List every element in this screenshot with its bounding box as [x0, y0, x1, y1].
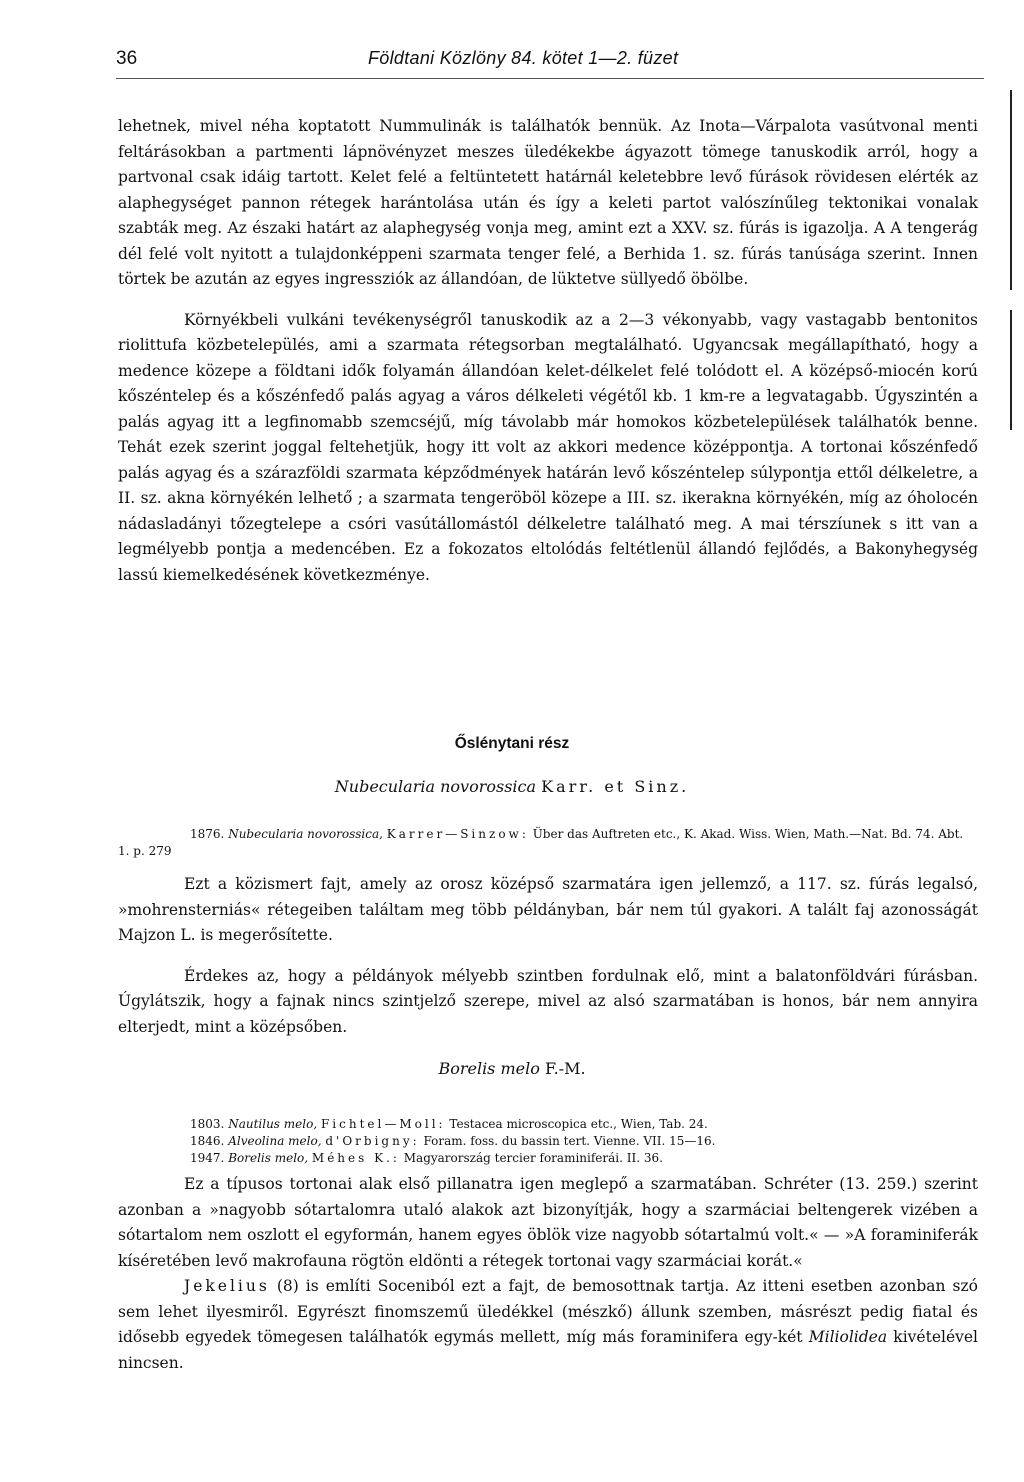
ref-source: Testacea microscopica etc., Wien, Tab. 24.	[449, 1117, 708, 1131]
paragraph-text: (8) is említi Soceniból ezt a fajt, de bemosottnak tartja. Az itteni esetben azonban szó sem lehet ilyesmiről. Egyrészt finomszemű üledékkel (mészkő) állunk szemben, másrészt pedig fiatal és idősebb egyedek tömegesen találhatók egymás mellett, míg más foraminifera egy-két	[118, 1277, 978, 1346]
ref-taxon: Nubecularia novorossica,	[228, 827, 383, 841]
ref-year: 1846.	[190, 1134, 225, 1148]
paragraph-volcanic: Környékbeli vulkáni tevékenységről tanuskodik az a 2—3 vékonyabb, vagy vastagabb bentonitos riolittufa közbetelepülés, ami a szarmata rétegsorban megtalálható. Ugyancsak megállapítható, hogy a medence közepe a földtani idők folyamán állandóan kelet-délkelet felé tolódott el. A középső-miocén korú kőszéntelep és a kőszénfedő palás agyag a város délkeleti végétől kb. 1 km-re a legvatagabb. Úgyszintén a palás agyag itt a legfinomabb szemcséjű, míg távolabb már homokos közbetelepülések találhatók benne. Tehát ezek szerint joggal feltehetjük, hogy itt volt az akkori medence középpontja. A tortonai kőszénfedő palás agyag és a szárazföldi szarmata képződmények határán levő kőszéntelep súlypontja ettől délkeletre, a II. sz. akna környékén lelhető ; a szarmata tengeröböl közepe a III. sz. ikerakna környékén, míg az óholocén nádasladányi tőzegtelepe a csóri vasútállomástól délkeletre található meg. A mai térszíunek s itt van a legmélyebb pontja a medencében. Ez a fokozatos eltolódás feltétlenül állandó fejlődés, a Bakonyhegység lassú kiemelkedésének következménye.	[118, 310, 978, 584]
paragraph-levels: Érdekes az, hogy a példányok mélyebb szintben fordulnak elő, mint a balatonföldvári fúrásban. Úgylátszik, hogy a fajnak nincs szintjelző szerepe, mivel az alsó szarmatában is honos, bár nem annyira elterjedt, mint a középsőben.	[118, 966, 978, 1036]
ref-source: Foram. foss. du bassin tert. Vienne. VII. 15—16.	[423, 1134, 716, 1148]
body-text-bottom	[118, 1172, 978, 1376]
species-title-nubecularia	[0, 777, 1024, 796]
paragraph-intro: lehetnek, mivel néha koptatott Nummulinák is találhatók bennük. Az Inota—Várpalota vasútvonal menti feltárásokban a partmenti lápnövényzet meszes üledékekbe ágyazott tömege tanuskodik arról, hogy a partvonal csak idáig tartott. Kelet felé a feltüntetett határnál keletebbre levő fúrások rövidesen elérték az alaphegységet pannon rétegek harántolása után és így a keleti partot valószínűleg tektonikai vonalak szabták meg. Az északi határt az alaphegység vonja meg, amint ezt a XXV. sz. fúrás is igazolja. A A tengerág dél felé volt nyitott a tulajdonképpeni szarmata tenger felé, a Berhida 1. sz. fúrás tanúsága szerint. Innen törtek be azután az egyes ingressziók az állandóan, de lüktetve süllyedő öbölbe.	[118, 117, 978, 288]
section-heading: Őslénytani rész	[454, 735, 570, 752]
synonymy-entry	[190, 1150, 1024, 1167]
species-author: F.-M.	[544, 1059, 586, 1078]
synonymy-entry	[118, 826, 978, 860]
species-title-borelis	[0, 1059, 1024, 1078]
page-number: 36	[116, 48, 138, 69]
species-name: Borelis melo	[438, 1059, 540, 1078]
ref-year: 1876.	[190, 827, 225, 841]
body-text-middle	[118, 872, 978, 1040]
ref-taxon: Borelis melo,	[228, 1151, 309, 1165]
synonymy-entry	[190, 1116, 1024, 1133]
ref-source: Über das Auftreten etc., K. Akad. Wiss. Wien, Math.—Nat. Bd. 74. Abt. 1. p. 279	[118, 827, 964, 858]
synonymy-nubecularia	[118, 826, 978, 860]
ref-authors: Karrer—Sinzow:	[386, 827, 529, 841]
ref-authors: d'Orbigny:	[325, 1134, 420, 1148]
body-text-top	[118, 114, 978, 588]
ref-year: 1947.	[190, 1151, 225, 1165]
ref-source: Magyarország tercier foraminiferái. II. 36.	[403, 1151, 663, 1165]
species-name: Nubecularia novorossica	[334, 777, 537, 796]
synonymy-borelis	[118, 1116, 1024, 1167]
cited-author: Jekelius	[184, 1277, 270, 1295]
scan-edge-mark	[1010, 90, 1012, 290]
paragraph-jekelius	[118, 1274, 978, 1376]
species-author: Karr. et Sinz.	[541, 777, 690, 796]
ref-authors: Méhes K.:	[311, 1151, 400, 1165]
ref-taxon: Nautilus melo,	[228, 1117, 318, 1131]
paragraph-text: kivételével nincsen.	[118, 1328, 979, 1372]
ref-year: 1803.	[190, 1117, 225, 1131]
taxon-name: Miliolidea	[808, 1328, 888, 1346]
running-title: Földtani Közlöny 84. kötet 1—2. füzet	[368, 48, 679, 68]
paragraph-torton: Ez a típusos tortonai alak első pillanatra igen meglepő a szarmatában. Schréter (13. 259.) szerint azonban a »nagyobb sótartalomra utaló alakok azt bizonyítják, hogy a szarmáciai beltengerek vizében a sótartalom nem oszlott el egyformán, hanem egyes öblök vize nagyobb sótartalmú volt.« — »A foraminiferák kíséretében levő makrofauna rögtön eldönti a rétegek tortonai vagy szarmáciai korát.«	[118, 1175, 978, 1270]
header-rule	[116, 78, 984, 79]
synonymy-entry	[190, 1133, 1024, 1150]
paragraph-nubecularia: Ezt a közismert fajt, amely az orosz középső szarmatára igen jellemző, a 117. sz. fúrás legalsó, »mohrensterniás« rétegeiben találtam meg több példányban, bár nem túl gyakori. A talált faj azonosságát Majzon L. is megerősítette.	[118, 875, 978, 944]
ref-taxon: Alveolina melo,	[228, 1134, 322, 1148]
scan-edge-mark	[1010, 310, 1012, 430]
ref-authors: Fichtel—Moll:	[320, 1117, 446, 1131]
page-header	[116, 48, 876, 78]
